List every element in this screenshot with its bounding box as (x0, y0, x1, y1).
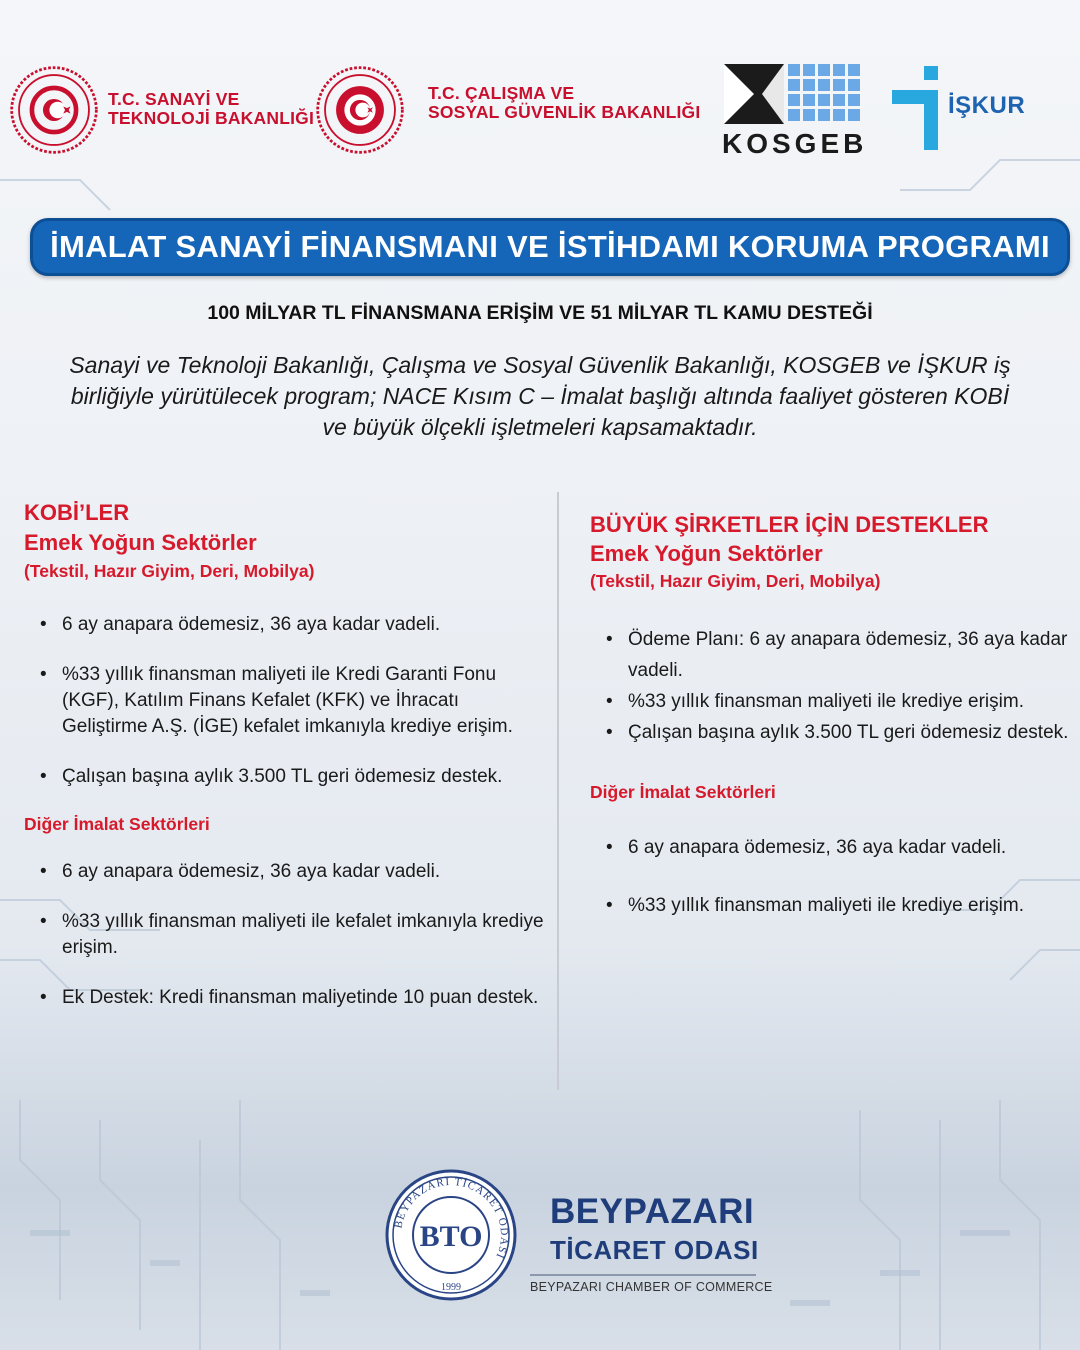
chamber-name-line2: TİCARET ODASI (550, 1235, 759, 1265)
chamber-name-rule (530, 1274, 756, 1276)
list-item: • %33 yıllık finansman maliyeti ile krediye erişim. (590, 686, 1070, 717)
program-subtitle: 100 MİLYAR TL FİNANSMANA ERİŞİM VE 51 MİLYAR TL KAMU DESTEĞİ (207, 302, 873, 324)
kosgeb-name: KOSGEB (722, 128, 868, 159)
ministry-industry-seal-icon (8, 64, 100, 156)
column-divider (557, 492, 559, 1090)
list-item: • Ödeme Planı: 6 ay anapara ödemesiz, 36 aya kadar vadeli. (590, 624, 1070, 686)
list-item: • 6 ay anapara ödemesiz, 36 aya kadar vadeli. (24, 612, 544, 638)
iskur-name: İŞKUR (948, 92, 1026, 119)
list-item: • %33 yıllık finansman maliyeti ile krediye erişim. (590, 893, 1070, 919)
large-company-sector-title: Emek Yoğun Sektörler (590, 541, 823, 566)
list-item: • Ek Destek: Kredi finansman maliyetinde 10 puan destek. (24, 985, 544, 1011)
program-title-banner (30, 218, 1070, 276)
sme-other-title: Diğer İmalat Sektörleri (24, 814, 210, 834)
list-item: • Çalışan başına aylık 3.500 TL geri ödemesiz destek. (590, 717, 1070, 748)
chamber-seal-icon (384, 1168, 518, 1302)
chamber-seal-year: 1999 (441, 1282, 461, 1293)
sme-labour-list (24, 612, 544, 790)
large-company-sector-subtitle: (Tekstil, Hazır Giyim, Deri, Mobilya) (590, 571, 881, 591)
large-company-labour-list (590, 624, 1070, 748)
ministry-labour-seal-icon (314, 64, 406, 156)
list-item: • %33 yıllık finansman maliyeti ile Kredi Garanti Fonu (KGF), Katılım Finans Kefalet (KFK) ve İhracatı Geliştirme A.Ş. (İGE) kefalet imkanıyla krediye erişim. (24, 662, 544, 740)
program-title: İMALAT SANAYİ FİNANSMANI VE İSTİHDAMI KORUMA PROGRAMI (50, 229, 1050, 264)
list-item: • %33 yıllık finansman maliyeti ile kefalet imkanıyla krediye erişim. (24, 909, 544, 961)
list-item: • 6 ay anapara ödemesiz, 36 aya kadar vadeli. (24, 859, 544, 885)
ministry-industry-name: T.C. SANAYİ VE TEKNOLOJİ BAKANLIĞI (108, 89, 315, 128)
large-company-column (590, 510, 1070, 919)
chamber-english-name: BEYPAZARI CHAMBER OF COMMERCE (530, 1280, 773, 1294)
sme-column (24, 498, 544, 1011)
ministry-labour-name: T.C. ÇALIŞMA VE SOSYAL GÜVENLİK BAKANLIĞI (428, 83, 701, 122)
list-item: • 6 ay anapara ödemesiz, 36 aya kadar vadeli. (590, 835, 1070, 861)
sme-other-list (24, 859, 544, 1011)
chamber-name-line1: BEYPAZARI (550, 1192, 755, 1231)
list-item: • Çalışan başına aylık 3.500 TL geri ödemesiz destek. (24, 764, 544, 790)
sme-sector-title: Emek Yoğun Sektörler (24, 530, 257, 555)
large-company-other-list (590, 835, 1070, 919)
iskur-logo-icon (890, 66, 950, 150)
large-company-other-title: Diğer İmalat Sektörleri (590, 782, 776, 802)
large-company-heading: BÜYÜK ŞİRKETLER İÇİN DESTEKLER (590, 512, 989, 537)
chamber-seal-ring-text: BEYPAZARI TİCARET ODASI (392, 1175, 511, 1261)
partner-logos (0, 60, 1080, 160)
sme-heading: KOBİ’LER (24, 500, 130, 525)
chamber-seal-letters: BTO (419, 1220, 483, 1253)
program-intro: Sanayi ve Teknoloji Bakanlığı, Çalışma ve Sosyal Güvenlik Bakanlığı, KOSGEB ve İŞKUR iş birliğiyle yürütülecek program; NACE Kısım C – İmalat başlığı altında faaliyet gösteren KOBİ ve büyük ölçekli işletmeleri kapsamaktadır. (69, 352, 1011, 440)
sme-sector-subtitle: (Tekstil, Hazır Giyim, Deri, Mobilya) (24, 561, 315, 581)
